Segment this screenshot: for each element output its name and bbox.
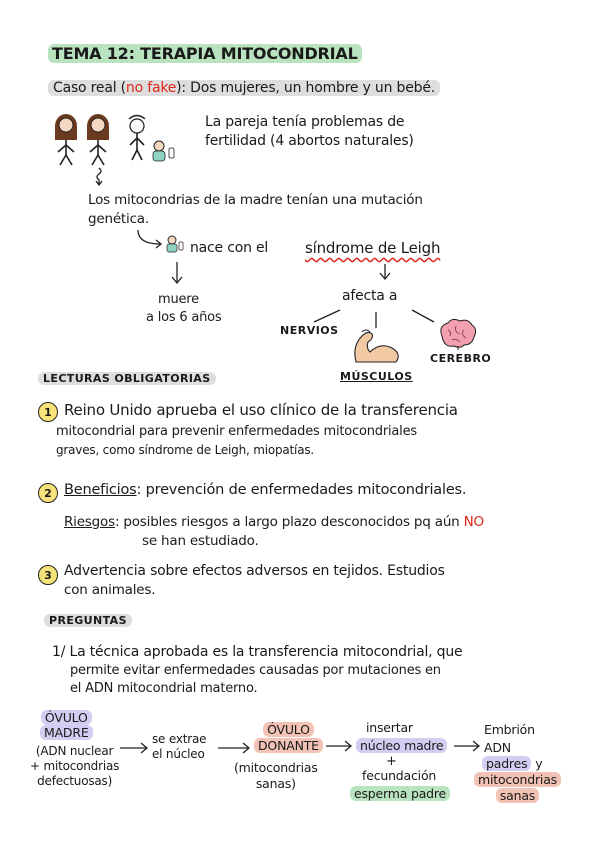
mito-text-1: Los mitocondrias de la madre tenían una mutación xyxy=(88,192,423,208)
question-line-2: permite evitar enfermedades causadas por mutaciones en xyxy=(70,663,441,678)
down-arrow-right-icon xyxy=(378,264,392,282)
reading-2-benefits: Beneficios: prevención de enfermedades mitocondriales. xyxy=(64,482,467,498)
organ-nerves: NERVIOS xyxy=(280,324,339,337)
case-line: Caso real (no fake): Dos mujeres, un hombre y un bebé. xyxy=(48,80,440,96)
adn-text: ADN xyxy=(484,740,511,755)
flow-arrow-2-icon xyxy=(218,742,252,754)
plus-sign: + xyxy=(386,754,397,769)
born-text: nace con el xyxy=(190,240,269,256)
squiggle-arrow-icon xyxy=(96,168,102,185)
curved-arrow-icon xyxy=(128,226,188,256)
no-fake-text: no fake xyxy=(125,80,177,96)
ovulo-madre-label: ÓVULO MADRE xyxy=(40,710,93,740)
reading-3-line-2: con animales. xyxy=(64,582,156,598)
reading-1-line-3: graves, como síndrome de Leigh, miopatías. xyxy=(56,443,315,457)
reading-2-risks: Riesgos: posibles riesgos a largo plazo desconocidos pq aún NO xyxy=(64,514,484,530)
flow-arrow-3-icon xyxy=(326,740,354,752)
questions-header: PREGUNTAS xyxy=(44,614,132,627)
dies-text-2: a los 6 años xyxy=(146,310,222,325)
affects-text: afecta a xyxy=(342,288,398,304)
woman-1-icon xyxy=(55,114,77,165)
reading-3-badge: 3 xyxy=(38,565,58,585)
benefits-label: Beneficios xyxy=(64,482,137,498)
reading-3-line-1: Advertencia sobre efectos adversos en tejidos. Estudios xyxy=(64,563,445,579)
extract-text: se extrae el núcleo xyxy=(152,732,207,761)
ovulo-donante-label: ÓVULO DONANTE xyxy=(254,722,323,754)
readings-header: LECTURAS OBLIGATORIAS xyxy=(38,372,216,385)
embrion-text: Embrión xyxy=(484,722,535,737)
reading-1-badge: 1 xyxy=(38,402,58,422)
brain-icon xyxy=(436,318,478,350)
organ-brain: CEREBRO xyxy=(430,352,492,365)
organ-muscles: MÚSCULOS xyxy=(340,370,413,383)
baby-icon xyxy=(153,141,174,161)
couple-text-1: La pareja tenía problemas de xyxy=(205,114,405,130)
insert-text: insertar xyxy=(366,720,413,735)
fecundacion-text: fecundación xyxy=(362,768,437,783)
reading-2-risks-line-2: se han estudiado. xyxy=(142,533,259,549)
woman-2-icon xyxy=(87,114,109,165)
padres-label: padres y xyxy=(482,756,542,771)
syndrome-text: síndrome de Leigh xyxy=(305,239,441,257)
donante-desc: (mitocondrias sanas) xyxy=(234,760,318,791)
man-icon xyxy=(129,116,145,161)
question-line-3: el ADN mitocondrial materno. xyxy=(70,681,258,696)
dies-text-1: muere xyxy=(158,292,199,307)
esperma-label: esperma padre xyxy=(350,786,450,801)
flow-arrow-1-icon xyxy=(120,742,150,754)
page-title: TEMA 12: TERAPIA MITOCONDRIAL xyxy=(48,44,362,63)
madre-desc: (ADN nuclear + mitocondrias defectuosas) xyxy=(30,744,120,788)
mito-text-2: genética. xyxy=(88,211,149,227)
nucleo-madre-label: núcleo madre xyxy=(356,738,447,753)
reading-1-line-2: mitocondrial para prevenir enfermedades mitocondriales xyxy=(56,424,417,439)
people-illustration xyxy=(52,110,182,190)
muscle-arm-icon xyxy=(352,326,406,366)
risks-no-text: NO xyxy=(463,514,484,530)
down-arrow-left-icon xyxy=(170,262,184,286)
risks-label: Riesgos xyxy=(64,514,115,530)
reading-1-line-1: Reino Unido aprueba el uso clínico de la transferencia xyxy=(64,401,458,419)
reading-2-badge: 2 xyxy=(38,483,58,503)
flow-arrow-4-icon xyxy=(454,740,482,752)
mito-sanas-label: mitocondrias sanas xyxy=(474,772,561,804)
question-line-1: 1/ La técnica aprobada es la transferencia mitocondrial, que xyxy=(52,644,463,660)
couple-text-2: fertilidad (4 abortos naturales) xyxy=(205,133,414,149)
